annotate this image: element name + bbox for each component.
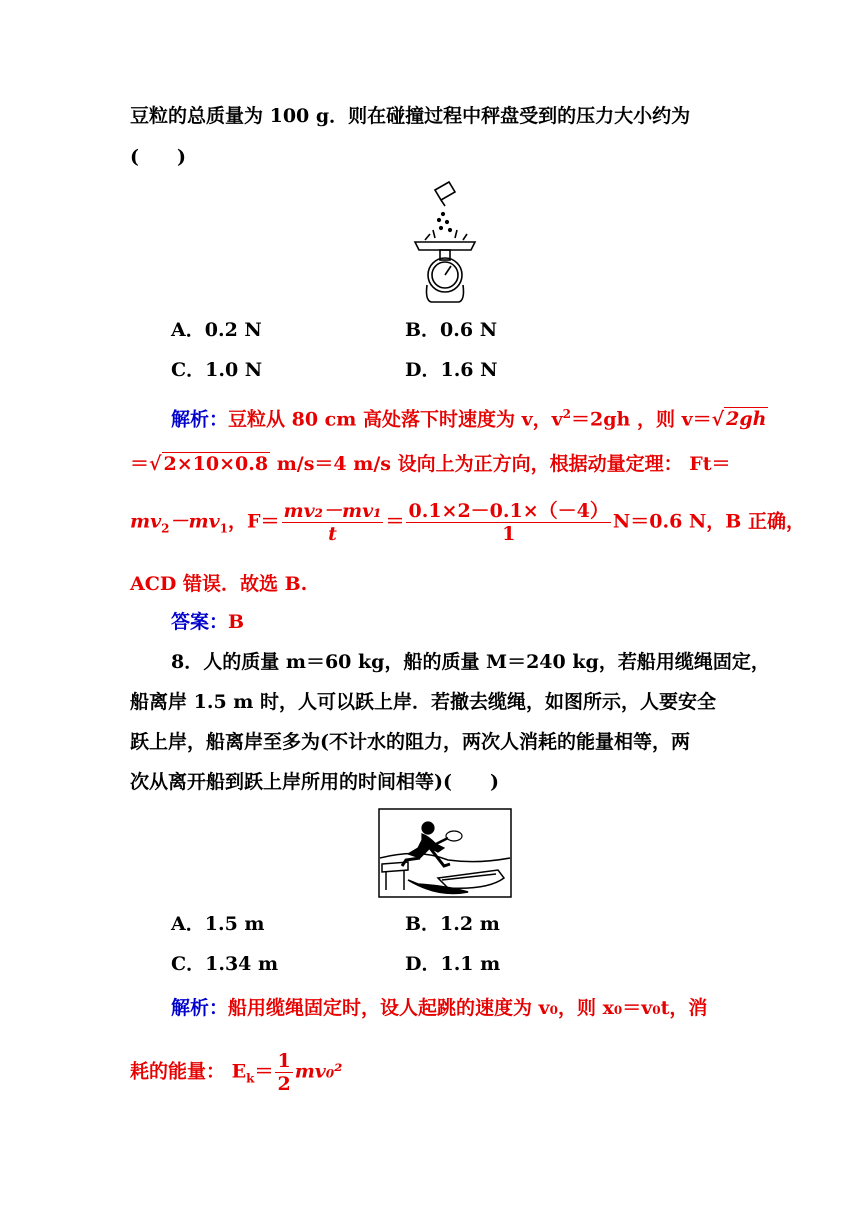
q7-stem-line2: ( ) <box>130 146 186 168</box>
q7-analysis-line4: ACD 错误．故选 B. <box>130 573 308 595</box>
q8-analysis-line2: 耗的能量： $E_k=$ $\frac{1}{2}$ mv₀² <box>130 1050 343 1095</box>
q7-analysis-line3: $mv_2-mv_1$，F＝ $\frac{\text{mv₂－mv₁}}{t}$ ＝ $\frac{0.1\times 2-0.1\times(-4)}{1}$ N＝0.6 N，B 正确， <box>130 500 805 545</box>
q8-stem-line3: 跃上岸，船离岸至多为(不计水的阻力，两次人消耗的能量相等，两 <box>130 731 690 753</box>
q8-stem-line4: 次从离开船到跃上岸所用的时间相等)( ) <box>130 771 499 793</box>
q8-option-b: B．1.2 m <box>405 913 500 935</box>
fraction-force: $\frac{\text{mv₂－mv₁}}{t}$ <box>283 500 382 545</box>
fraction-values: $\frac{0.1\times 2-0.1\times(-4)}{1}$ <box>408 500 609 545</box>
scale-figure <box>405 180 485 305</box>
q8-option-a: A．1.5 m <box>171 913 265 935</box>
q7-option-c: C．1.0 N <box>171 359 263 381</box>
q8-stem-line1: 8．人的质量 m＝60 kg，船的质量 M＝240 kg，若船用缆绳固定， <box>171 651 770 673</box>
fraction-half: $\frac{1}{2}$ <box>277 1050 291 1095</box>
q7-analysis-line2: ＝√ 2×10×0.8 m/s＝4 m/s 设向上为正方向，根据动量定理： Ft＝ <box>130 453 731 475</box>
q8-option-c: C．1.34 m <box>171 953 279 975</box>
q7-answer: 答案：B <box>171 611 245 633</box>
q7-stem-line1: 豆粒的总质量为 100 g．则在碰撞过程中秤盘受到的压力大小约为 <box>130 105 691 127</box>
q8-option-d: D．1.1 m <box>405 953 501 975</box>
q7-option-a: A．0.2 N <box>171 319 262 341</box>
q7-answer-label: 答案： <box>171 611 229 633</box>
q8-stem-line2: 船离岸 1.5 m 时，人可以跃上岸．若撤去缆绳，如图所示，人要安全 <box>130 691 717 713</box>
q8-analysis-line1: 解析：船用缆绳固定时，设人起跳的速度为 v₀，则 x₀＝v₀t，消 <box>171 997 708 1019</box>
q7-option-d: D．1.6 N <box>405 359 498 381</box>
q7-analysis-label: 解析： <box>171 408 229 431</box>
q7-analysis-line1: 解析：豆粒从 80 cm 高处落下时速度为 v，$v^2=2gh$ ，则 v＝√ 2gh <box>171 407 767 431</box>
boat-jump-figure <box>378 808 512 898</box>
q8-analysis-label: 解析： <box>171 997 229 1019</box>
q7-option-b: B．0.6 N <box>405 319 498 341</box>
